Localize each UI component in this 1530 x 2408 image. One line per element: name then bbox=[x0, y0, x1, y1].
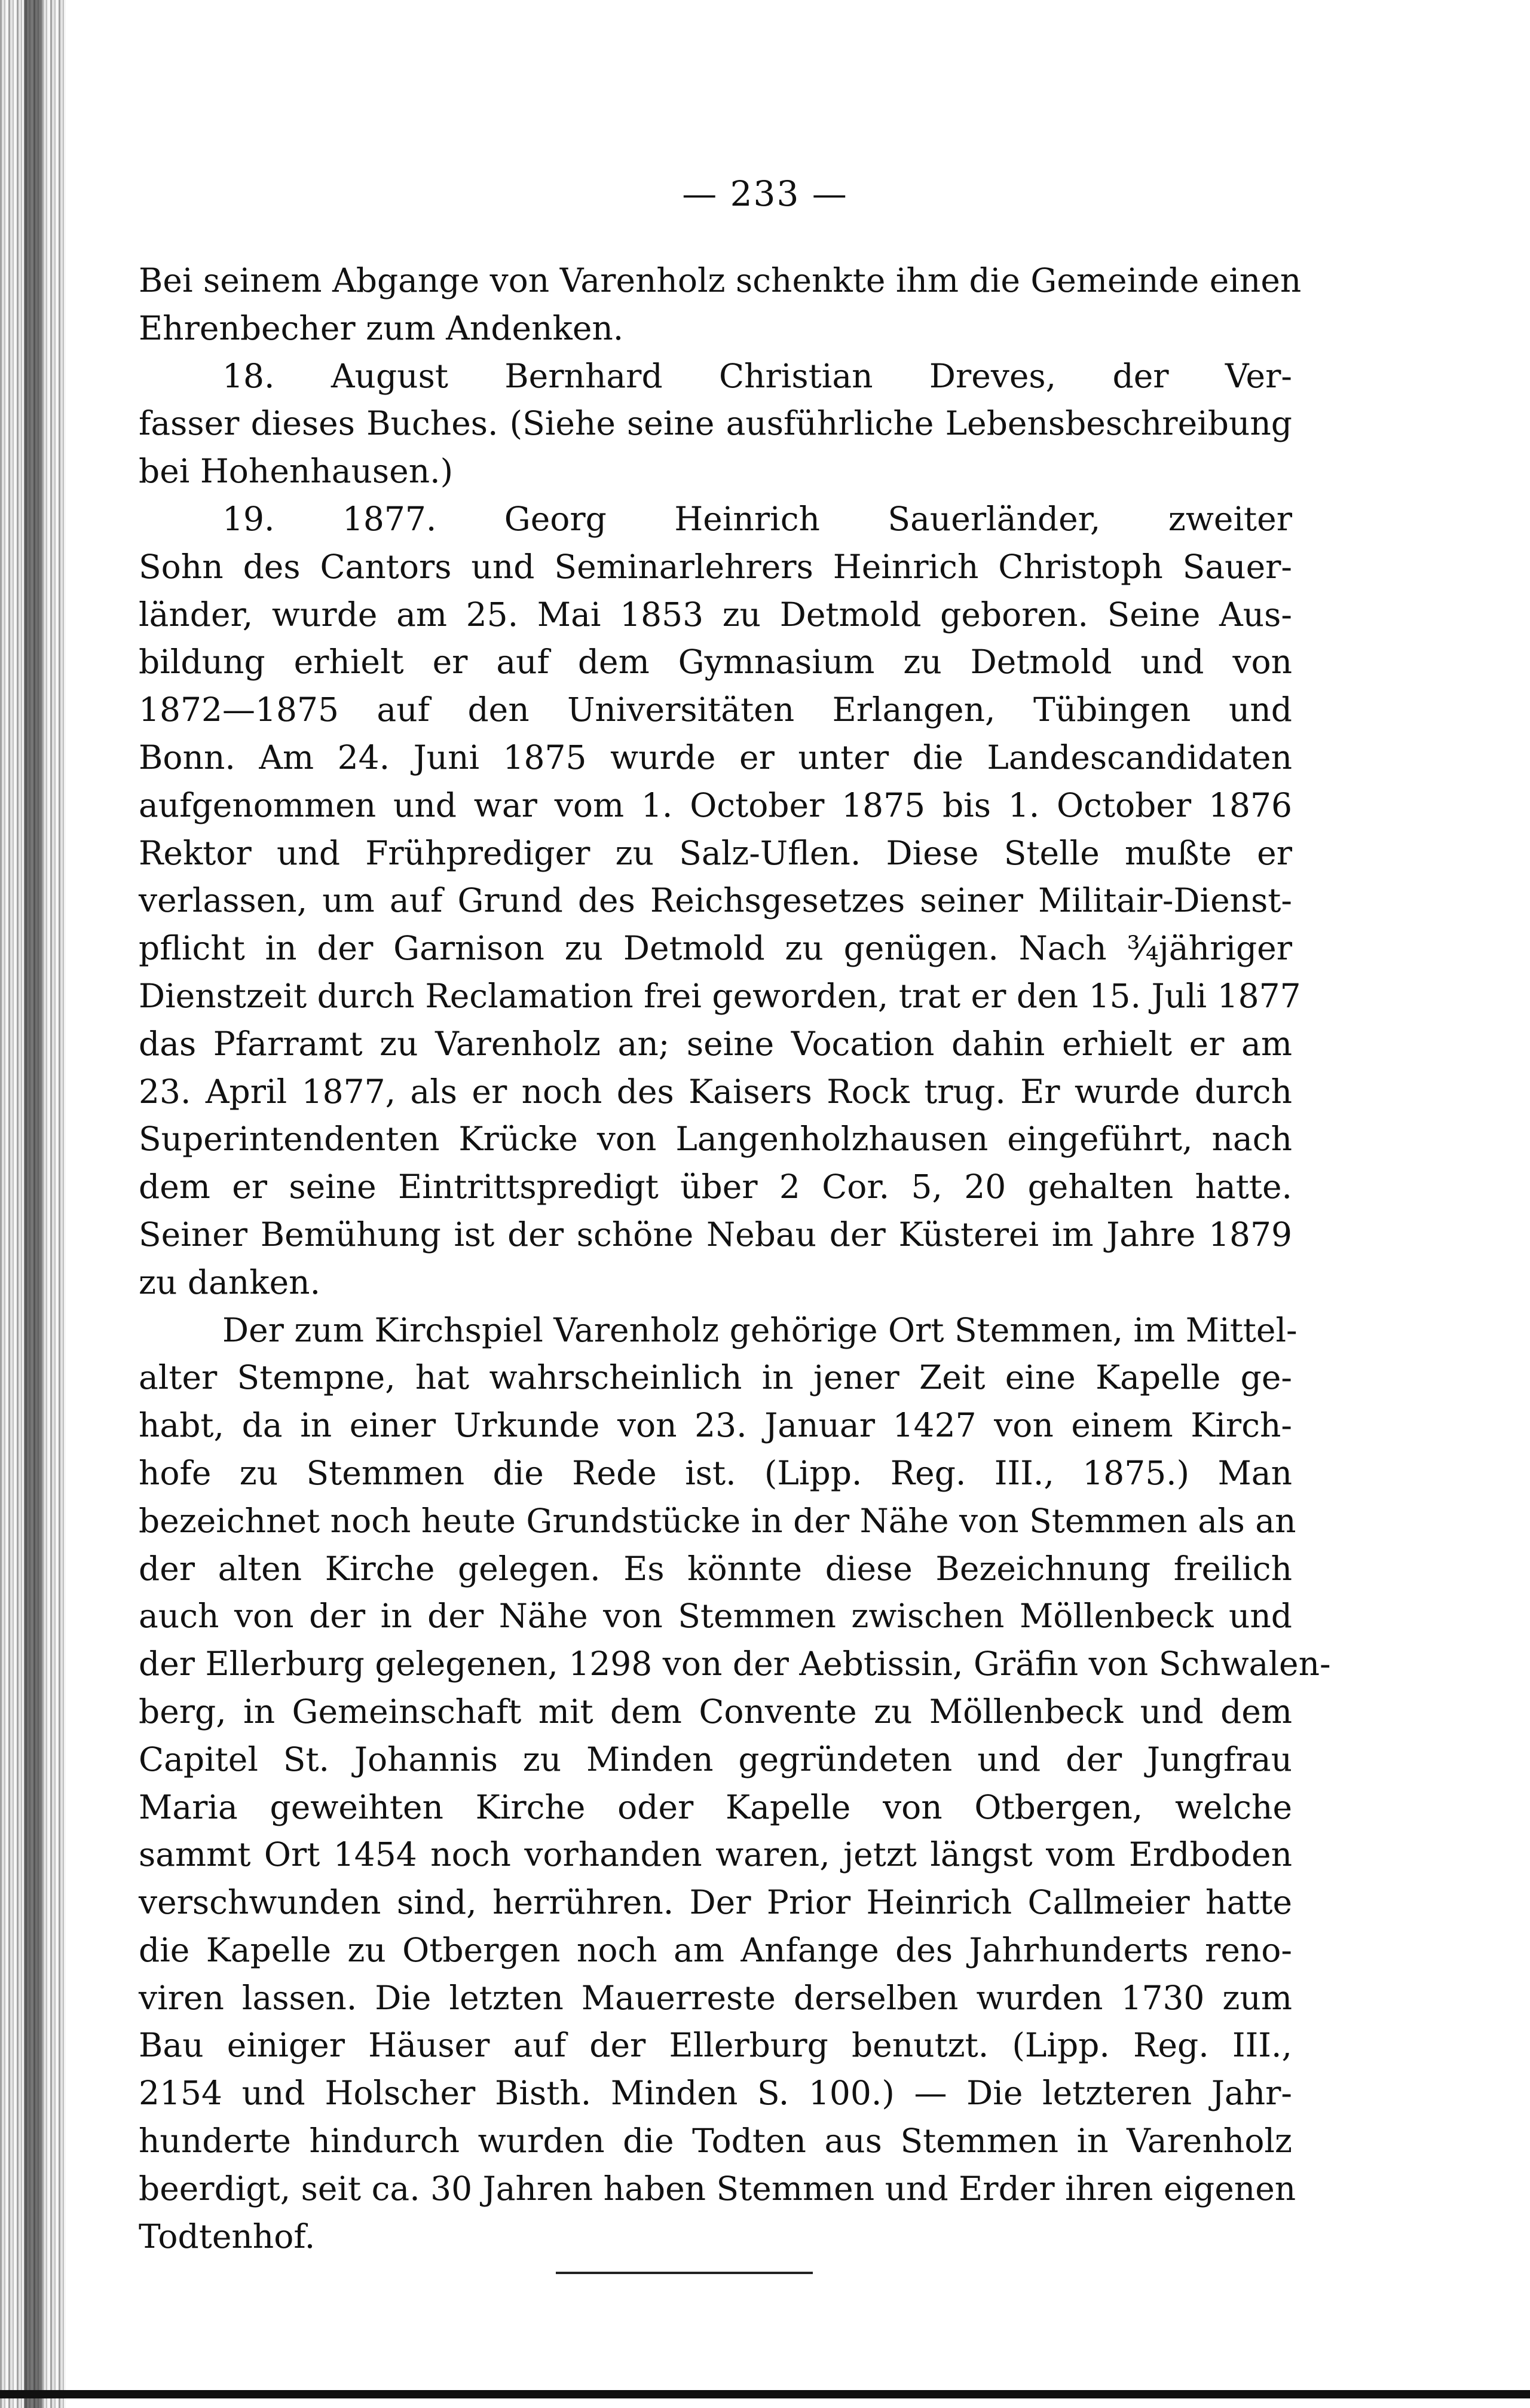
section-end-rule bbox=[556, 2272, 813, 2274]
text-line: bildung erhielt er auf dem Gymnasium zu Detmold und von bbox=[139, 643, 1292, 682]
text-line: Todtenhof. bbox=[139, 2217, 316, 2256]
text-line: beerdigt, seit ca. 30 Jahren haben Stemmen und Erder ihren eigenen bbox=[139, 2169, 1296, 2208]
text-line: länder, wurde am 25. Mai 1853 zu Detmold geboren. Seine Aus- bbox=[139, 595, 1292, 634]
text-line: Bau einiger Häuser auf der Ellerburg benutzt. (Lipp. Reg. III., bbox=[139, 2026, 1292, 2065]
text-line: die Kapelle zu Otbergen noch am Anfange des Jahrhunderts reno- bbox=[139, 1930, 1292, 1969]
scan-bottom-edge bbox=[0, 2390, 1530, 2398]
text-line: fasser dieses Buches. (Siehe seine ausführliche Lebensbeschreibung bbox=[139, 404, 1292, 443]
text-line: bei Hohenhausen.) bbox=[139, 452, 454, 491]
text-line: berg, in Gemeinschaft mit dem Convente zu Möllenbeck und dem bbox=[139, 1692, 1292, 1731]
text-line: dem er seine Eintrittspredigt über 2 Cor. 5, 20 gehalten hatte. bbox=[139, 1168, 1292, 1206]
text-line: Rektor und Frühprediger zu Salz-Uflen. Diese Stelle mußte er bbox=[139, 833, 1292, 872]
text-line: hunderte hindurch wurden die Todten aus Stemmen in Varenholz bbox=[139, 2122, 1292, 2161]
text-line: Dienstzeit durch Reclamation frei geworden, trat er den 15. Juli 1877 bbox=[139, 976, 1301, 1015]
text-line: Der zum Kirchspiel Varenholz gehörige Ort Stemmen, im Mittel- bbox=[222, 1310, 1298, 1349]
text-line: aufgenommen und war vom 1. October 1875 bis 1. October 1876 bbox=[139, 786, 1292, 824]
text-line: 2154 und Holscher Bisth. Minden S. 100.) — Die letzteren Jahr- bbox=[139, 2074, 1292, 2113]
text-line: der alten Kirche gelegen. Es könnte diese Bezeichnung freilich bbox=[139, 1549, 1292, 1588]
page-binding-shadow bbox=[24, 0, 42, 2408]
text-line: bezeichnet noch heute Grundstücke in der Nähe von Stemmen als an bbox=[139, 1501, 1296, 1540]
text-line: habt, da in einer Urkunde von 23. Januar 1427 von einem Kirch- bbox=[139, 1406, 1292, 1445]
text-line: Bonn. Am 24. Juni 1875 wurde er unter die Landescandidaten bbox=[139, 738, 1292, 777]
text-line: 19. 1877. Georg Heinrich Sauerländer, zweiter bbox=[222, 499, 1292, 538]
text-line: verschwunden sind, herrühren. Der Prior Heinrich Callmeier hatte bbox=[139, 1883, 1292, 1922]
text-line: sammt Ort 1454 noch vorhanden waren, jetzt längst vom Erdboden bbox=[139, 1835, 1292, 1874]
text-line: 23. April 1877, als er noch des Kaisers Rock trug. Er wurde durch bbox=[139, 1072, 1292, 1111]
text-line: Superintendenten Krücke von Langenholzhausen eingeführt, nach bbox=[139, 1120, 1292, 1159]
text-line: der Ellerburg gelegenen, 1298 von der Aebtissin, Gräfin von Schwalen- bbox=[139, 1645, 1331, 1683]
text-line: hofe zu Stemmen die Rede ist. (Lipp. Reg. III., 1875.) Man bbox=[139, 1453, 1292, 1492]
text-line: 18. August Bernhard Christian Dreves, der Ver- bbox=[222, 356, 1292, 395]
text-line: viren lassen. Die letzten Mauerreste derselben wurden 1730 zum bbox=[139, 1978, 1292, 2017]
text-line: Ehrenbecher zum Andenken. bbox=[139, 308, 624, 347]
text-line: Sohn des Cantors und Seminarlehrers Heinrich Christoph Sauer- bbox=[139, 547, 1292, 586]
text-line: pflicht in der Garnison zu Detmold zu genügen. Nach ¾jähriger bbox=[139, 929, 1292, 968]
text-line: zu danken. bbox=[139, 1263, 321, 1301]
text-line: verlassen, um auf Grund des Reichsgesetzes seiner Militair-Dienst- bbox=[139, 881, 1292, 920]
text-line: auch von der in der Nähe von Stemmen zwischen Möllenbeck und bbox=[139, 1597, 1292, 1636]
text-line: Maria geweihten Kirche oder Kapelle von Otbergen, welche bbox=[139, 1787, 1292, 1826]
text-line: Capitel St. Johannis zu Minden gegründeten und der Jungfrau bbox=[139, 1740, 1292, 1779]
body-text bbox=[139, 257, 1331, 2260]
text-line: 1872—1875 auf den Universitäten Erlangen, Tübingen und bbox=[139, 690, 1292, 729]
text-line: alter Stempne, hat wahrscheinlich in jener Zeit eine Kapelle ge- bbox=[139, 1358, 1292, 1397]
text-line: Bei seinem Abgange von Varenholz schenkte ihm die Gemeinde einen bbox=[139, 261, 1302, 300]
page-number: — 233 — bbox=[682, 173, 848, 214]
text-line: Seiner Bemühung ist der schöne Nebau der Küsterei im Jahre 1879 bbox=[139, 1215, 1292, 1254]
text-line: das Pfarramt zu Varenholz an; seine Vocation dahin erhielt er am bbox=[139, 1024, 1292, 1063]
